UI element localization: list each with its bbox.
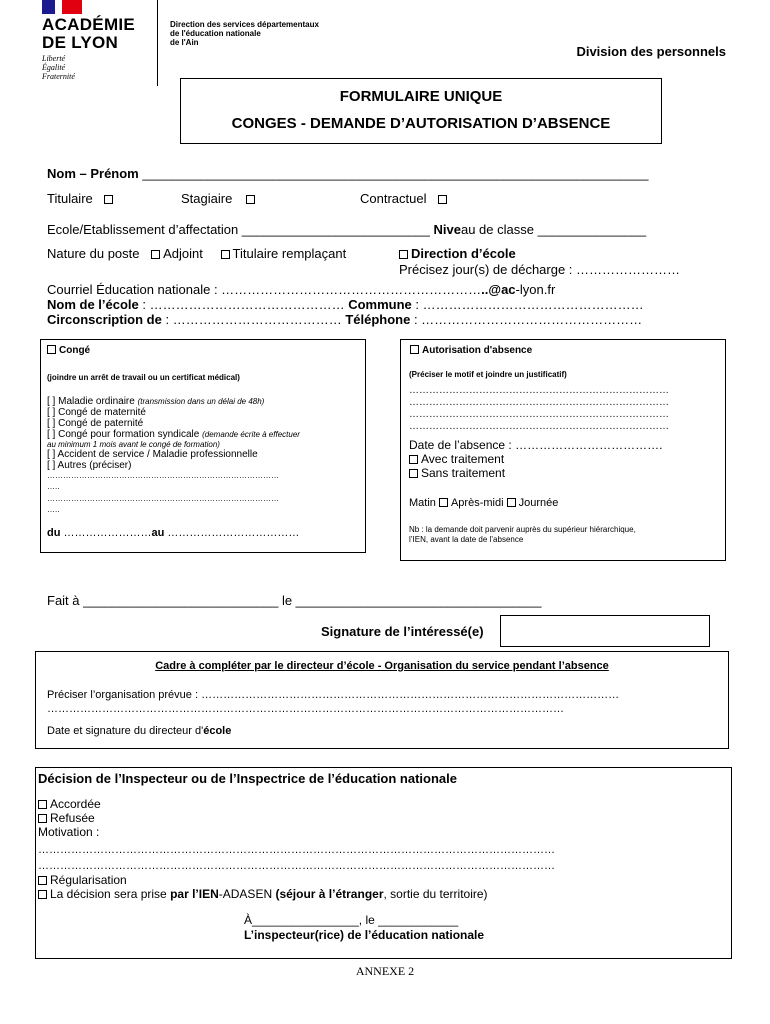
form-title-box: [180, 78, 662, 144]
conge-checkbox[interactable]: [47, 345, 56, 354]
prise-b: par l’IEN: [170, 887, 219, 901]
circonscription-label: Circonscription de: [47, 312, 162, 327]
autres-dots-1[interactable]: ……………………………………………………………………………: [47, 471, 279, 480]
apres-midi-label: Après-midi: [450, 497, 504, 509]
commune-field[interactable]: : ……………………………………………: [411, 297, 644, 312]
maladie-option[interactable]: [47, 396, 300, 407]
motivation-label: Motivation :: [38, 825, 100, 839]
conge-dates: [47, 527, 299, 539]
direction-text: [170, 20, 319, 47]
avec-traitement-checkbox[interactable]: [409, 455, 418, 464]
apres-midi-checkbox[interactable]: [507, 498, 516, 507]
refusee-label: Refusée: [50, 811, 95, 825]
regularisation-label: Régularisation: [50, 873, 127, 887]
ecole-field[interactable]: __________________________: [241, 222, 430, 237]
motivation-line-2[interactable]: ……………………………………………………………………………………………………………………………: [38, 860, 555, 872]
au-field[interactable]: ………………………………: [164, 527, 300, 539]
conge-box: [40, 339, 366, 553]
conge-note: (joindre un arrêt de travail ou un certificat médical): [47, 373, 240, 382]
adjoint-checkbox[interactable]: [151, 250, 160, 259]
refusee-checkbox[interactable]: [38, 814, 47, 823]
telephone-field[interactable]: : ……………………………………………: [410, 312, 643, 327]
nom-prenom-field[interactable]: ______________________________________________________________________: [142, 166, 649, 181]
directeur-date-label-bold: école: [203, 725, 232, 737]
motto-liberte: Liberté: [42, 54, 66, 63]
motto: [42, 54, 75, 81]
titulaire-label: Titulaire: [47, 191, 93, 206]
formation-label: [ ] Congé pour formation syndicale: [47, 429, 200, 440]
prise-e: , sortie du territoire): [383, 887, 488, 901]
ecole-row: [47, 222, 646, 237]
nom-prenom-label: Nom – Prénom: [47, 166, 139, 181]
date-absence-field[interactable]: : ……………………………….: [505, 438, 663, 452]
directeur-box: [35, 651, 729, 749]
inspecteur-signature-label: L’inspecteur(rice) de l’éducation nationale: [244, 928, 485, 942]
avec-traitement-label: Avec traitement: [421, 452, 505, 466]
au-label: au: [151, 527, 165, 539]
maladie-note: (transmission dans un délai de 48h): [137, 397, 265, 406]
motif-line-1[interactable]: ……………………………………………………………………: [409, 385, 669, 396]
nb-note: [409, 525, 636, 545]
logo-line-2: DE LYON: [42, 33, 119, 52]
motif-line-4[interactable]: ……………………………………………………………………: [409, 421, 669, 432]
maternite-option[interactable]: [ ] Congé de maternité: [47, 407, 146, 418]
niveau-label: au de classe: [460, 222, 534, 237]
motivation-line-1[interactable]: ……………………………………………………………………………………………………………………………: [38, 844, 555, 856]
ien-adasen-checkbox[interactable]: [38, 890, 47, 899]
division-title: Division des personnels: [576, 44, 726, 59]
commune-label: Commune: [348, 297, 412, 312]
motif-line-2[interactable]: ……………………………………………………………………: [409, 397, 669, 408]
direction-line-3: de l'Ain: [170, 38, 199, 47]
org-field[interactable]: : ……………………………………………………………………………………………………: [191, 689, 620, 701]
formation-note-1: (demande écrite à effectuer: [202, 430, 300, 439]
nom-ecole-label: Nom de l’école: [47, 297, 139, 312]
courriel-domain: -lyon.fr: [515, 282, 556, 297]
date-absence-label: Date de l’absence: [409, 438, 506, 452]
nature-row: [47, 246, 346, 261]
nature-label: Nature du poste: [47, 246, 140, 261]
prise-d: (séjour à l’étranger: [275, 887, 384, 901]
form-title-line-1: FORMULAIRE UNIQUE: [339, 88, 503, 105]
stagiaire-label: Stagiaire: [181, 191, 233, 206]
fait-a-field[interactable]: Fait à ___________________________ le __________________________________: [47, 593, 542, 608]
niveau-field[interactable]: _______________: [537, 222, 647, 237]
maladie-label: [ ] Maladie ordinaire: [47, 396, 135, 407]
header-divider: [157, 0, 158, 86]
direction-ecole-checkbox[interactable]: [399, 250, 408, 259]
paternite-option[interactable]: [ ] Congé de paternité: [47, 418, 144, 429]
accident-option[interactable]: [ ] Accident de service / Maladie professionnelle: [47, 449, 258, 460]
niveau-label-bold: Nive: [433, 222, 461, 237]
formation-note-2: au minimum 1 mois avant le congé de formation): [47, 440, 220, 449]
conge-title: Congé: [59, 345, 91, 356]
autres-option[interactable]: [ ] Autres (préciser): [47, 460, 132, 471]
regularisation-checkbox[interactable]: [38, 876, 47, 885]
journee-label: Journée: [518, 497, 559, 509]
decision-a-le-field[interactable]: À________________, le ____________: [244, 913, 459, 927]
directeur-date-signature[interactable]: [47, 725, 231, 737]
formation-option[interactable]: [47, 429, 300, 440]
org-label: Préciser l’organisation prévue: [47, 689, 192, 701]
absence-date-block: [409, 438, 662, 480]
directeur-org: [47, 688, 619, 716]
directeur-date-label: Date et signature du directeur d': [47, 725, 204, 737]
contractuel-checkbox[interactable]: [438, 195, 447, 204]
motto-egalite: Égalité: [42, 63, 66, 72]
conge-options: [47, 396, 300, 515]
annexe-label: ANNEXE 2: [355, 964, 415, 978]
titulaire-checkbox[interactable]: [104, 195, 113, 204]
logo-line-1: ACADÉMIE: [42, 15, 136, 34]
decision-options: [38, 797, 555, 901]
decharge-field[interactable]: Précisez jour(s) de décharge : ……………………: [399, 262, 681, 277]
signature-box[interactable]: [500, 615, 710, 647]
sans-traitement-label: Sans traitement: [421, 466, 506, 480]
titulaire-remplacant-checkbox[interactable]: [221, 250, 230, 259]
matin-checkbox[interactable]: [439, 498, 448, 507]
decision-title: Décision de l’Inspecteur ou de l’Inspectrice de l’éducation nationale: [38, 771, 457, 786]
accordee-label: Accordée: [50, 797, 101, 811]
period-row: [409, 497, 558, 509]
telephone-label: Téléphone: [345, 312, 411, 327]
prise-c: -ADASEN: [218, 887, 273, 901]
contact-block: [47, 282, 644, 327]
nom-ecole-field[interactable]: : ………………………………………: [138, 297, 345, 312]
du-label: du: [47, 527, 61, 539]
form-title-line-2: CONGES - DEMANDE D’AUTORISATION D’ABSENCE: [231, 115, 611, 132]
motto-fraternite: Fraternité: [42, 72, 75, 81]
titulaire-remplacant-label: Titulaire remplaçant: [232, 246, 347, 261]
motif-lines: [409, 385, 669, 433]
stagiaire-checkbox[interactable]: [246, 195, 255, 204]
prise-a: La décision sera prise: [50, 887, 167, 901]
nom-prenom-row: [47, 166, 648, 181]
autorisation-box: [400, 339, 726, 561]
accordee-checkbox[interactable]: [38, 800, 47, 809]
direction-line-1: Direction des services départementaux: [170, 20, 319, 29]
autres-dots-2b: …..: [47, 505, 60, 514]
nb-line-2: l’IEN, avant la date de l’absence: [409, 535, 524, 544]
matin-label: Matin: [409, 497, 436, 509]
nb-line-1: Nb : la demande doit parvenir auprès du supérieur hiérarchique,: [409, 525, 636, 534]
direction-ecole-label: Direction d’école: [411, 246, 516, 261]
signature-label: Signature de l’intéressé(e): [321, 624, 484, 639]
sans-traitement-checkbox[interactable]: [409, 469, 418, 478]
courriel-label: Courriel Éducation nationale: [47, 282, 211, 297]
academie-logo: [42, 16, 135, 52]
adjoint-label: Adjoint: [163, 246, 203, 261]
org-field-2[interactable]: ……………………………………………………………………………………………………………………………: [47, 703, 564, 715]
autorisation-note: (Préciser le motif et joindre un justificatif): [409, 370, 567, 379]
autorisation-title: Autorisation d'absence: [422, 345, 533, 356]
decision-box: [35, 767, 732, 959]
autres-dots-1b: …..: [47, 482, 60, 491]
directeur-title: Cadre à compléter par le directeur d’école - Organisation du service pendant l’absence: [155, 660, 609, 672]
status-row: [47, 191, 116, 206]
courriel-field[interactable]: : ……………………………………………………: [210, 282, 482, 297]
marianne-logo-icon: [42, 0, 82, 14]
direction-line-2: de l'éducation nationale: [170, 29, 261, 38]
motif-line-3[interactable]: ……………………………………………………………………: [409, 409, 669, 420]
courriel-at: ..@ac: [481, 282, 516, 297]
ecole-label: Ecole/Etablissement d’affectation: [47, 222, 239, 237]
du-field[interactable]: ……………………: [60, 527, 152, 539]
contractuel-label: Contractuel: [360, 191, 427, 206]
autorisation-checkbox[interactable]: [410, 345, 419, 354]
circonscription-field[interactable]: : …………………………………: [161, 312, 342, 327]
autres-dots-2[interactable]: ……………………………………………………………………………: [47, 494, 279, 503]
